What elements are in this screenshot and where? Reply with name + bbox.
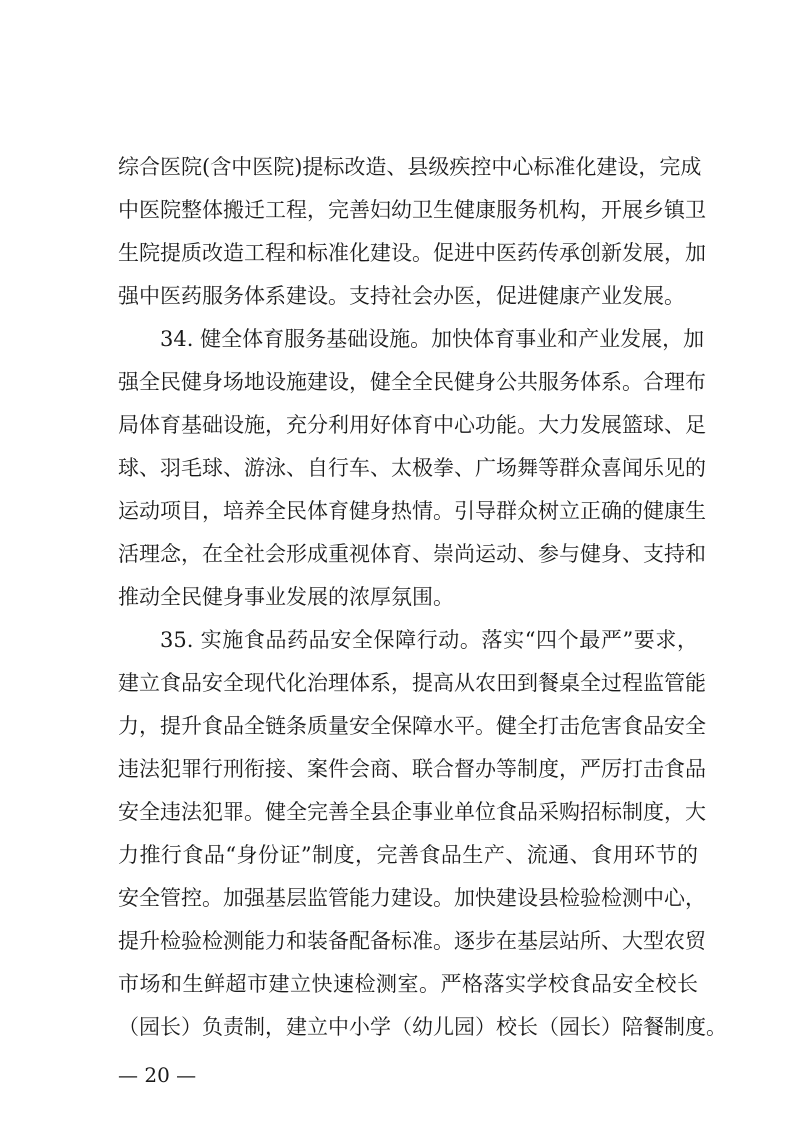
- text-line: 运动项目，培养全民体育健身热情。引导群众树立正确的健康生: [118, 499, 706, 523]
- page-number: — 20 —: [118, 1063, 197, 1087]
- text-line: 安全管控。加强基层监管能力建设。加快建设县检验检测中心，: [118, 886, 706, 910]
- text-line: 安全违法犯罪。健全完善全县企事业单位食品采购招标制度，大: [118, 800, 706, 824]
- text-line: 市场和生鲜超市建立快速检测室。严格落实学校食品安全校长: [118, 972, 698, 996]
- text-line: 推动全民健身事业发展的浓厚氛围。: [118, 585, 454, 609]
- text-line: 球、羽毛球、游泳、自行车、太极拳、广场舞等群众喜闻乐见的: [118, 456, 706, 480]
- text-line: 生院提质改造工程和标准化建设。促进中医药传承创新发展，加: [118, 241, 706, 265]
- text-line: 强中医药服务体系建设。支持社会办医，促进健康产业发展。: [118, 284, 685, 308]
- text-line: 力推行食品“身份证”制度，完善食品生产、流通、食用环节的: [118, 843, 698, 867]
- text-line: 活理念，在全社会形成重视体育、崇尚运动、参与健身、支持和: [118, 542, 706, 566]
- text-line: 中医院整体搬迁工程，完善妇幼卫生健康服务机构，开展乡镇卫: [118, 198, 706, 222]
- text-line: 力，提升食品全链条质量安全保障水平。健全打击危害食品安全: [118, 714, 706, 738]
- text-line: 强全民健身场地设施建设，健全全民健身公共服务体系。合理布: [118, 370, 706, 394]
- section-35-heading-line: 35. 实施食品药品安全保障行动。落实“四个最严”要求，: [160, 628, 698, 652]
- text-line: 提升检验检测能力和装备配备标准。逐步在基层站所、大型农贸: [118, 929, 706, 953]
- text-line: 局体育基础设施，充分利用好体育中心功能。大力发展篮球、足: [118, 413, 706, 437]
- text-line: 违法犯罪行刑衔接、案件会商、联合督办等制度，严厉打击食品: [118, 757, 706, 781]
- section-34-heading-line: 34. 健全体育服务基础设施。加快体育事业和产业发展，加: [160, 327, 705, 351]
- text-line: （园长）负责制，建立中小学（幼儿园）校长（园长）陪餐制度。: [118, 1015, 727, 1039]
- text-line: 建立食品安全现代化治理体系，提高从农田到餐桌全过程监管能: [118, 671, 706, 695]
- text-line: 综合医院(含中医院)提标改造、县级疾控中心标准化建设，完成: [118, 155, 702, 179]
